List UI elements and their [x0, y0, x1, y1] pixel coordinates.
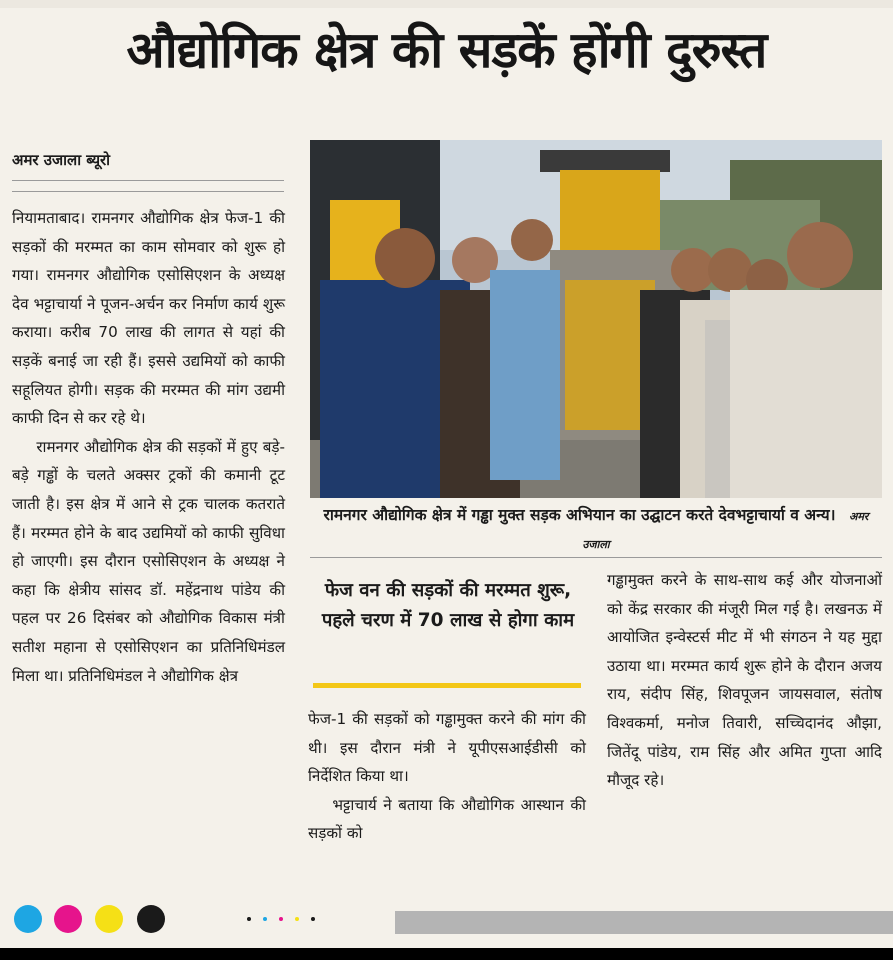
article-column-1 [12, 204, 285, 690]
paragraph: भट्टाचार्य ने बताया कि औद्योगिक आस्थान की सड़कों को [308, 795, 586, 843]
registration-mark-dot [247, 917, 251, 921]
registration-mark-dot [295, 917, 299, 921]
article-column-2 [308, 705, 586, 848]
cyan-registration-dot [14, 905, 42, 933]
top-page-strip [0, 0, 893, 8]
byline-rule [12, 180, 284, 181]
gray-print-bar [395, 911, 893, 934]
registration-mark-dot [263, 917, 267, 921]
yellow-registration-dot [95, 905, 123, 933]
article-column-3 [607, 566, 882, 795]
caption-text: रामनगर औद्योगिक क्षेत्र में गड्ढा मुक्त सड़क अभियान का उद्घाटन करते देवभट्टाचार्या व अन्य। [323, 506, 836, 524]
byline-rule-2 [12, 191, 284, 192]
paragraph: गड्ढामुक्त करने के साथ-साथ कई और योजनाओं को केंद्र सरकार की मंजूरी मिल गई है। लखनऊ में आयोजित इन्वेस्टर्स मीट में भी संगठन ने यह मुद्दा उठाया था। मरम्मत कार्य शुरू होने के दौरान अजय राय, संदीप सिंह, शिवपूजन जायसवाल, संतोष विश्वकर्मा, मनोज तिवारी, सच्चिदानंद औझा, जितेंदू पांडेय, राम सिंह और अमित गुप्ता आदि मौजूद रहे। [607, 571, 882, 790]
registration-mark-dot [279, 917, 283, 921]
paragraph: रामनगर औद्योगिक क्षेत्र की सड़कों में हुए बड़े-बड़े गड्ढों के चलते अक्सर ट्रकों की कमानी टूट जाती है। इस क्षेत्र में आने से ट्रक चालक कतराते हैं। मरम्मत होने के बाद उद्यमियों को काफी सुविधा हो जाएगी। इस दौरान एसोसिएशन के अध्यक्ष ने कहा कि क्षेत्रीय सांसद डॉ. महेंद्रनाथ पांडेय की पहल पर 26 दिसंबर को औद्योगिक विकास मंत्री सतीश महाना से एसोसिएशन का प्रतिनिधिमंडल मिला था। प्रतिनिधिमंडल ने औद्योगिक क्षेत्र [12, 437, 285, 685]
news-photo [310, 140, 882, 498]
headline: औद्योगिक क्षेत्र की सड़कें होंगी दुरुस्त [126, 21, 767, 79]
subheadline: फेज वन की सड़कों की मरम्मत शुरू, पहले चरण में 70 लाख से होगा काम [321, 580, 575, 631]
photo-credit: अमर उजाला [582, 510, 869, 551]
subheadline-accent-bar [313, 683, 581, 688]
caption-rule [310, 557, 882, 558]
bottom-border [0, 948, 893, 960]
paragraph: नियामताबाद। रामनगर औद्योगिक क्षेत्र फेज-1 की सड़कों की मरम्मत का काम सोमवार को शुरू हो गया। रामनगर औद्योगिक एसोसिएशन के अध्यक्ष देव भट्टाचार्या ने पूजन-अर्चन कर निर्माण कार्य शुरू कराया। करीब 70 लाख की लागत से यहां की सड़कें बनाई जा रही हैं। इससे उद्यमियों को काफी सहूलियत होगी। सड़क की मरम्मत की मांग उद्यमी काफी दिन से कर रहे थे। [12, 209, 285, 428]
black-registration-dot [137, 905, 165, 933]
registration-mark-dot [311, 917, 315, 921]
paragraph: फेज-1 की सड़कों को गड्ढामुक्त करने की मांग की थी। इस दौरान मंत्री ने यूपीएसआईडीसी को निर्देशित किया था। [308, 710, 586, 786]
photo-illustration [310, 140, 882, 498]
photo-caption [310, 502, 882, 558]
magenta-registration-dot [54, 905, 82, 933]
byline: अमर उजाला ब्यूरो [12, 151, 111, 169]
